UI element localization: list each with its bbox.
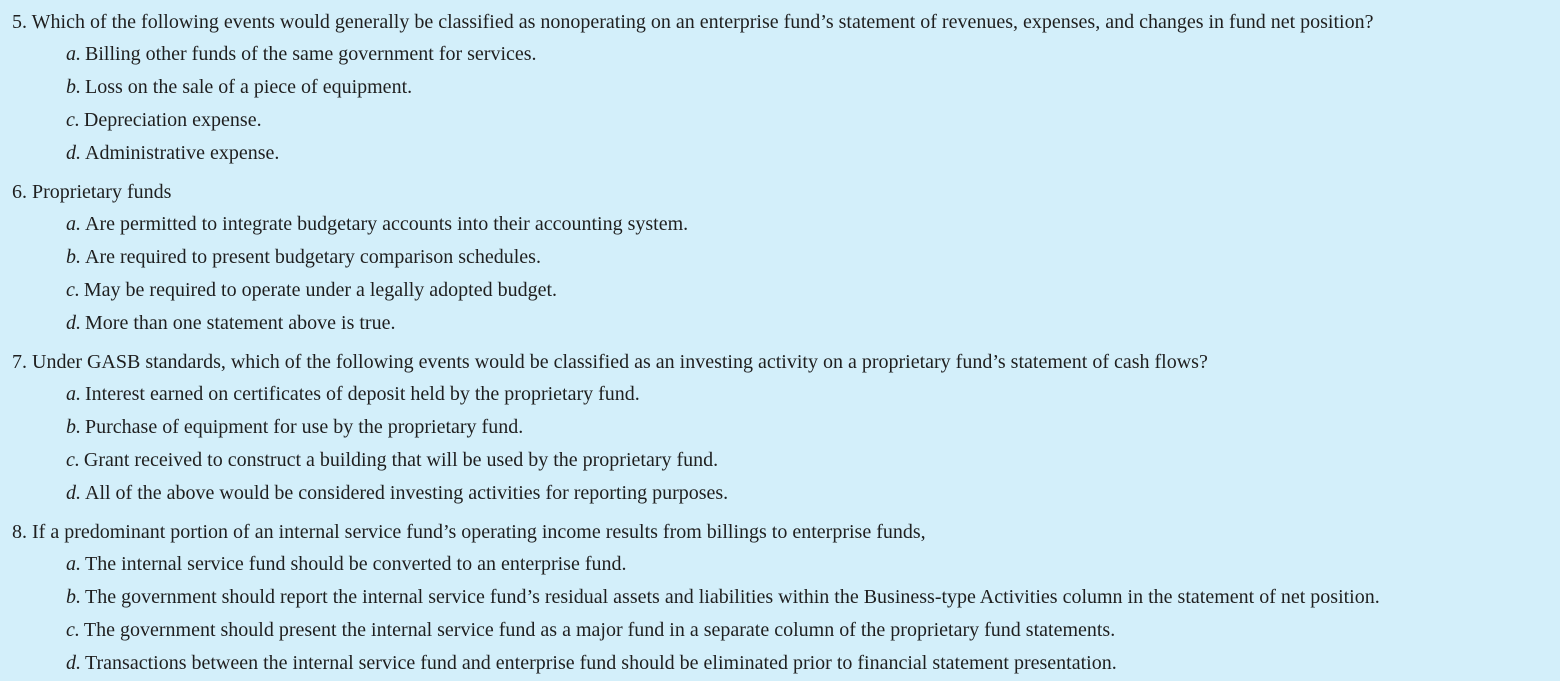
choice-text: Transactions between the internal service fund and enterprise fund should be eliminated prior to financial statement presentation.: [85, 652, 1117, 674]
answer-choice-b[interactable]: [12, 241, 1560, 274]
choice-letter: d.: [66, 142, 81, 164]
choice-letter: b.: [66, 246, 81, 268]
question-stem: 5. Which of the following events would generally be classified as nonoperating on an enterprise fund’s statement of revenues, expenses, and changes in fund net position?: [12, 11, 1374, 33]
choice-letter: c.: [66, 109, 80, 131]
choice-text: The government should report the internal service fund’s residual assets and liabilities within the Business-type Activities column in the statement of net position.: [85, 586, 1380, 608]
answer-choice-a[interactable]: [12, 208, 1560, 241]
answer-choice-d[interactable]: [12, 307, 1560, 340]
answer-choice-a[interactable]: [12, 38, 1560, 71]
choice-text: The government should present the internal service fund as a major fund in a separate column of the proprietary fund statements.: [83, 619, 1116, 641]
answer-choice-b[interactable]: [12, 581, 1560, 614]
question-6: [12, 176, 1560, 340]
choice-text: The internal service fund should be converted to an enterprise fund.: [85, 553, 627, 575]
choice-letter: a.: [66, 43, 81, 65]
choice-text: May be required to operate under a legally adopted budget.: [83, 279, 558, 301]
choice-letter: d.: [66, 312, 81, 334]
answer-choice-c[interactable]: [12, 274, 1560, 307]
answer-choice-b[interactable]: [12, 411, 1560, 444]
answer-choice-a[interactable]: [12, 548, 1560, 581]
choice-text: Are required to present budgetary comparison schedules.: [85, 246, 541, 268]
choice-letter: c.: [66, 279, 80, 301]
choice-text: Grant received to construct a building that will be used by the proprietary fund.: [83, 449, 719, 471]
choice-text: Billing other funds of the same government for services.: [85, 43, 537, 65]
question-stem: 8. If a predominant portion of an internal service fund’s operating income results from billings to enterprise funds,: [12, 521, 926, 543]
answer-choice-d[interactable]: [12, 477, 1560, 510]
question-stem: 7. Under GASB standards, which of the following events would be classified as an investing activity on a proprietary fund’s statement of cash flows?: [12, 351, 1208, 373]
choice-letter: b.: [66, 586, 81, 608]
choice-text: Are permitted to integrate budgetary accounts into their accounting system.: [85, 213, 689, 235]
answer-choice-d[interactable]: [12, 137, 1560, 170]
answer-choice-c[interactable]: [12, 444, 1560, 477]
choice-letter: c.: [66, 449, 80, 471]
question-8: [12, 516, 1560, 680]
answer-choice-b[interactable]: [12, 71, 1560, 104]
choice-text: Depreciation expense.: [83, 109, 262, 131]
choice-text: All of the above would be considered investing activities for reporting purposes.: [85, 482, 729, 504]
choice-text: Loss on the sale of a piece of equipment.: [85, 76, 413, 98]
question-stem: 6. Proprietary funds: [12, 181, 172, 203]
choice-letter: b.: [66, 416, 81, 438]
choice-text: Administrative expense.: [85, 142, 280, 164]
choice-letter: d.: [66, 652, 81, 674]
choice-letter: c.: [66, 619, 80, 641]
answer-choice-a[interactable]: [12, 378, 1560, 411]
answer-choice-c[interactable]: [12, 614, 1560, 647]
question-7: [12, 346, 1560, 510]
choice-letter: a.: [66, 213, 81, 235]
choice-letter: b.: [66, 76, 81, 98]
choice-text: More than one statement above is true.: [85, 312, 396, 334]
answer-choice-c[interactable]: [12, 104, 1560, 137]
choice-letter: a.: [66, 383, 81, 405]
answer-choice-d[interactable]: [12, 647, 1560, 680]
choice-text: Interest earned on certificates of deposit held by the proprietary fund.: [85, 383, 640, 405]
question-5: [12, 6, 1560, 170]
choice-letter: a.: [66, 553, 81, 575]
choice-text: Purchase of equipment for use by the proprietary fund.: [85, 416, 524, 438]
choice-letter: d.: [66, 482, 81, 504]
